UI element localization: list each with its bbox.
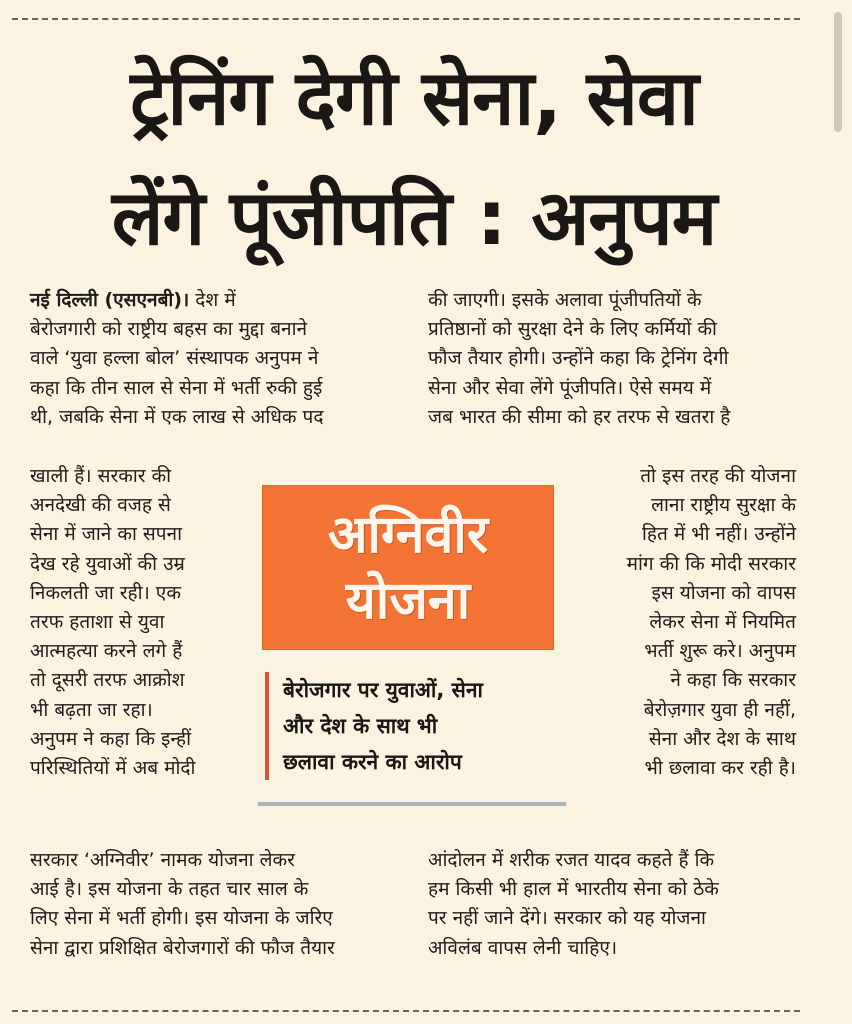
left-column-middle [30,462,255,783]
text-line: सेना द्वारा प्रशिक्षित बेरोजगारों की फौज तैयार [30,936,335,959]
text-line: सरकार ‘अग्निवीर’ नामक योजना लेकर [30,849,295,871]
right-column-middle [570,462,796,783]
text-line: सेना में जाने का सपना [30,523,183,546]
left-column-top [30,286,398,432]
agniveer-promo-box [262,485,554,650]
text-line: ने कहा कि सरकार [670,669,796,692]
text-line: लेकर सेना में नियमित [649,611,796,634]
right-column-top [428,286,796,432]
text-line: निकलती जा रही। एक [30,581,181,604]
text-line: इस योजना को वापस [651,581,796,604]
text-line: पर नहीं जाने देंगे। सरकार को यह योजना [428,907,706,930]
left-column-bottom [30,846,398,963]
text-line: देख रहे युवाओं की उम्र [30,552,185,575]
text-line: आई है। इस योजना के तहत चार साल के [30,878,309,901]
text-line: फौज तैयार होगी। उन्होंने कहा कि ट्रेनिंग देगी [428,347,729,370]
top-dashed-rule [12,18,800,20]
text-line: जब भारत की सीमा को हर तरफ से खतरा है [428,405,731,428]
text-line: भर्ती शुरू करे। अनुपम [644,640,796,663]
subheadline [265,672,578,780]
text-line: परिस्थितियों में अब मोदी [30,757,196,780]
text-line: अनदेखी की वजह से [30,494,171,517]
text-line: थी, जबकि सेना में एक लाख से अधिक पद [30,405,324,428]
subhead-line: बेरोजगार पर युवाओं, सेना [283,678,483,702]
text-line: सेना और देश के साथ [648,727,796,750]
text-line: तरफ हताशा से युवा [30,611,165,634]
text-line: मांग की कि मोदी सरकार [626,552,796,575]
text-line: की जाएगी। इसके अलावा पूंजीपतियों के [428,289,702,311]
text-line: बेरोजगारी को राष्ट्रीय बहस का मुद्दा बनाने [30,318,308,341]
text-line: अविलंब वापस लेनी चाहिए। [428,936,618,959]
text-line: आंदोलन में शरीक रजत यादव कहते हैं कि [428,849,715,871]
text-line: आत्महत्या करने लगे हैं [30,640,183,663]
headline-line-1: ट्रेनिंग देगी सेना, सेवा [130,53,698,142]
scrollbar-thumb[interactable] [834,12,842,132]
text-line: भी छलावा कर रही है। [644,757,796,780]
text-line: हम किसी भी हाल में भारतीय सेना को ठेके [428,878,719,901]
text-line: देश में [195,289,236,311]
headline-line-2: लेंगे पूंजीपति : अनुपम [111,173,717,262]
right-column-bottom [428,846,796,963]
text-line: खाली हैं। सरकार की [30,465,172,487]
text-line: तो दूसरी तरफ आक्रोश [30,669,185,692]
text-line: तो इस तरह की योजना [640,465,796,487]
text-line: लाना राष्ट्रीय सुरक्षा के [651,494,796,517]
text-line: लिए सेना में भर्ती होगी। इस योजना के जरिए [30,907,333,930]
bottom-dashed-rule [12,1010,800,1012]
text-line: बेरोज़गार युवा ही नहीं, [643,698,796,721]
promo-line-2: योजना [345,570,471,631]
text-line: प्रतिष्ठानों को सुरक्षा देने के लिए कर्मियों की [428,318,717,341]
dateline: नई दिल्ली (एसएनबी)। [30,289,190,311]
subhead-divider [258,802,566,806]
subhead-line: और देश के साथ भी [283,714,438,738]
text-line: भी बढ़ता जा रहा। [30,698,153,721]
promo-line-1: अग्निवीर [327,504,489,565]
text-line: कहा कि तीन साल से सेना में भर्ती रुकी हुई [30,376,323,399]
text-line: अनुपम ने कहा कि इन्हीं [30,727,192,750]
text-line: वाले ‘युवा हल्ला बोल’ संस्थापक अनुपम ने [30,347,319,370]
text-line: हित में भी नहीं। उन्होंने [641,523,796,546]
text-line: सेना और सेवा लेंगे पूंजीपति। ऐसे समय में [428,376,712,399]
subhead-line: छलावा करने का आरोप [283,750,462,774]
